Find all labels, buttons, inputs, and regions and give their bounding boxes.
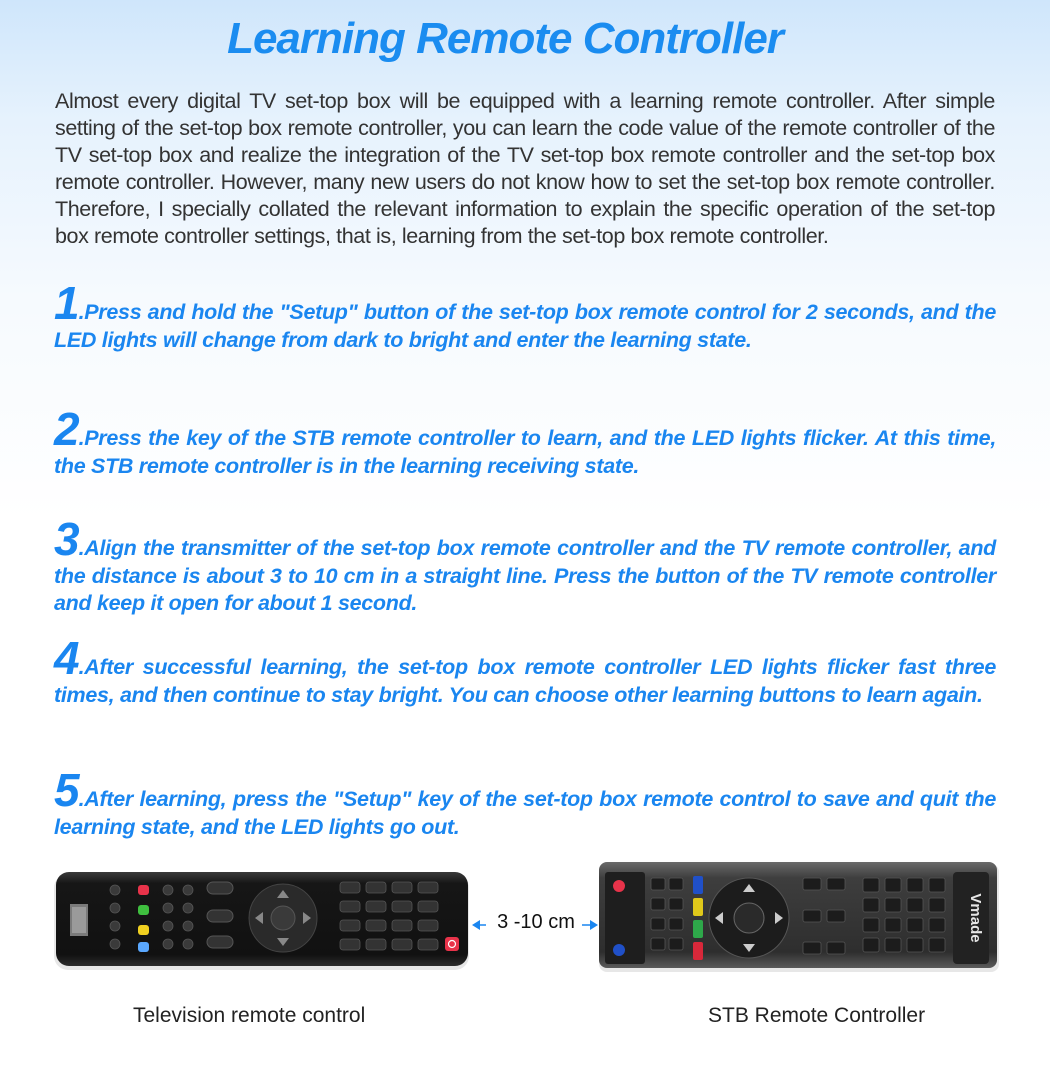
step-text: .Press the key of the STB remote controller to learn, and the LED lights flicker. At this time, the STB remote controller is in the learning receiving state. (54, 426, 996, 478)
stb-remote-caption: STB Remote Controller (708, 1004, 926, 1027)
step-number: 3 (54, 513, 78, 565)
step-5 (54, 764, 996, 841)
page-title: Learning Remote Controller (227, 14, 783, 63)
step-text: .Align the transmitter of the set-top box remote controller and the TV remote controller, and the distance is about 3 to 10 cm in a straight line. Press the button of the TV remote controller and keep it open for about 1 second. (54, 536, 996, 615)
step-text: .Press and hold the "Setup" button of the set-top box remote control for 2 seconds, and the LED lights will change from dark to bright and enter the learning state. (54, 300, 996, 352)
step-text: .After successful learning, the set-top box remote controller LED lights flicker fast three times, and then continue to stay bright. You can choose other learning buttons to learn again. (54, 655, 996, 707)
tv-remote-image (50, 868, 475, 974)
tv-remote-caption: Television remote control (133, 1004, 366, 1027)
step-number: 1 (54, 277, 78, 329)
step-3 (54, 513, 996, 618)
step-text: .After learning, press the "Setup" key of the set-top box remote control to save and quit the learning state, and the LED lights go out. (54, 787, 996, 839)
step-number: 2 (54, 403, 78, 455)
step-4 (54, 632, 996, 709)
step-number: 4 (54, 632, 78, 684)
step-2 (54, 403, 996, 480)
intro-paragraph: Almost every digital TV set-top box will be equipped with a learning remote controller. After simple setting of the set-top box remote controller, you can learn the code value of the remote controller of the TV set-top box and realize the integration of the TV set-top box remote controller and the set-top box remote controller. However, many new users do not know how to set the set-top box remote controller. Therefore, I specially collated the relevant information to explain the specific operation of the set-top box remote controller settings, that is, learning from the set-top box remote controller. (55, 89, 995, 248)
distance-label: 3 -10 cm (497, 911, 575, 933)
stb-remote-image (597, 858, 1001, 976)
stb-logo: Vmade (967, 893, 984, 943)
step-number: 5 (54, 764, 78, 816)
step-1 (54, 277, 996, 354)
